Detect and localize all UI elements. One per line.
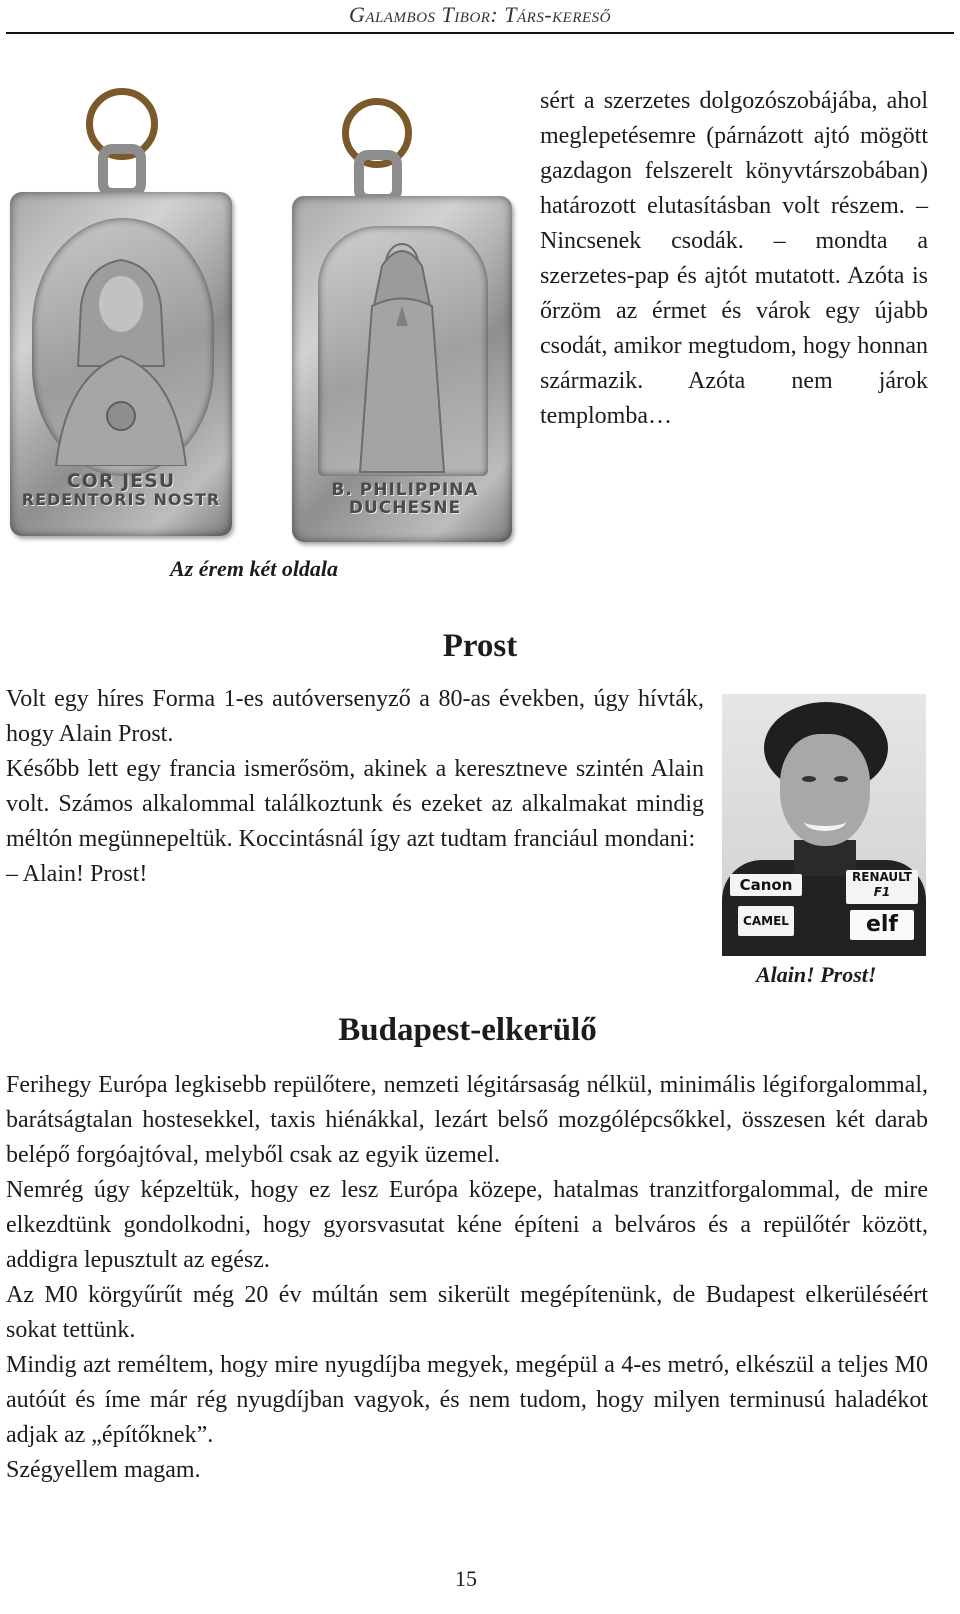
paragraph: Az M0 körgyűrűt még 20 év múltán sem sikerült megépítenünk, de Budapest elkerüléséért sokat tettünk.: [6, 1282, 928, 1343]
medal-front-inscription: [14, 472, 228, 509]
saint-figure: [352, 236, 452, 476]
eye: [834, 776, 848, 782]
paragraph: Volt egy híres Forma 1-es autóversenyző a 80-as években, úgy hívták, hogy Alain Prost.: [6, 686, 704, 747]
paragraph: Mindig azt reméltem, hogy mire nyugdíjba megyek, megépül a 4-es metró, elkészül a teljes M0 autóút és íme már rég nyugdíjban vagyok, és nem tudom, hogy milyen terminusú haladékot adjak az „építőknek”.: [6, 1352, 928, 1448]
suspension-loop: [98, 144, 146, 198]
inscription-line: REDENTORIS NOSTR: [21, 489, 221, 509]
smile: [804, 812, 846, 831]
inscription-line: B. PHILIPPINA: [331, 480, 479, 500]
photo-caption: Alain! Prost!: [756, 962, 877, 987]
paragraph: Nemrég úgy képzeltük, hogy ez lesz Európa közepe, hatalmas tranzitforgalommal, de mire elkezdtünk gondolkodni, hogy gyorsvasutat kéne építeni a belváros és a repülőtér között, addigra lepusztult az egész.: [6, 1177, 928, 1273]
prost-text: [6, 682, 704, 892]
sponsor-patch-canon: Canon: [730, 874, 802, 896]
intro-paragraph: sért a szerzetes dolgozószobájába, ahol meglepetésemre (párnázott ajtó mögött gazdagon felszerelt könyvtárszobában) határozott elutasításban volt részem. – Nincsenek csodák. – mondta a szerzetes-pap és ajtót mutatott. Azóta is őrzöm az érmet és várok egy újabb csodát, amikor megtudom, hogy honnan származik. Azóta nem járok templomba…: [540, 88, 928, 429]
page-number: 15: [455, 1566, 477, 1591]
prost-portrait: [722, 694, 926, 956]
medal-back-inscription: [302, 482, 508, 518]
section-heading-budapest: Budapest-elkerülő: [338, 1012, 597, 1048]
f1-label: F1: [873, 885, 891, 899]
header-rule: [6, 32, 954, 34]
sponsor-patch-renault: [846, 870, 918, 904]
sponsor-patch-camel: CAMEL: [738, 906, 794, 936]
paragraph: Ferihegy Európa legkisebb repülőtere, nemzeti légitársaság nélkül, minimális légiforgalommal, barátságtalan hostesekkel, taxis hiénákkal, lezárt belső mozgólépcsőkkel, összesen két darab belépő forgóajtóval, melyből csak az egyik üzemel.: [6, 1072, 928, 1168]
medal-front: [6, 86, 246, 546]
paragraph: – Alain! Prost!: [6, 861, 148, 887]
paragraph: Később lett egy francia ismerősöm, akinek a keresztneve szintén Alain volt. Számos alkalommal találkoztunk és ezeket az alkalmakat mindig méltón megünnepeltük. Koccintásnál így azt tudtam franciául mondani:: [6, 756, 704, 852]
budapest-text: [6, 1068, 928, 1488]
sponsor-patch-elf: elf: [850, 910, 914, 940]
medal-caption: Az érem két oldala: [170, 556, 339, 581]
sacred-heart-figure: [46, 246, 196, 466]
section-heading-prost: Prost: [442, 628, 518, 664]
running-header: Galambos Tibor: Társ-kereső: [349, 2, 611, 27]
medal-back: [282, 86, 522, 546]
eye: [802, 776, 816, 782]
inscription-line: COR JESU: [66, 470, 176, 492]
medal-photo: [6, 86, 526, 556]
inscription-line: DUCHESNE: [348, 497, 462, 518]
renault-label: RENAULT: [852, 870, 912, 884]
paragraph: Szégyellem magam.: [6, 1457, 201, 1483]
